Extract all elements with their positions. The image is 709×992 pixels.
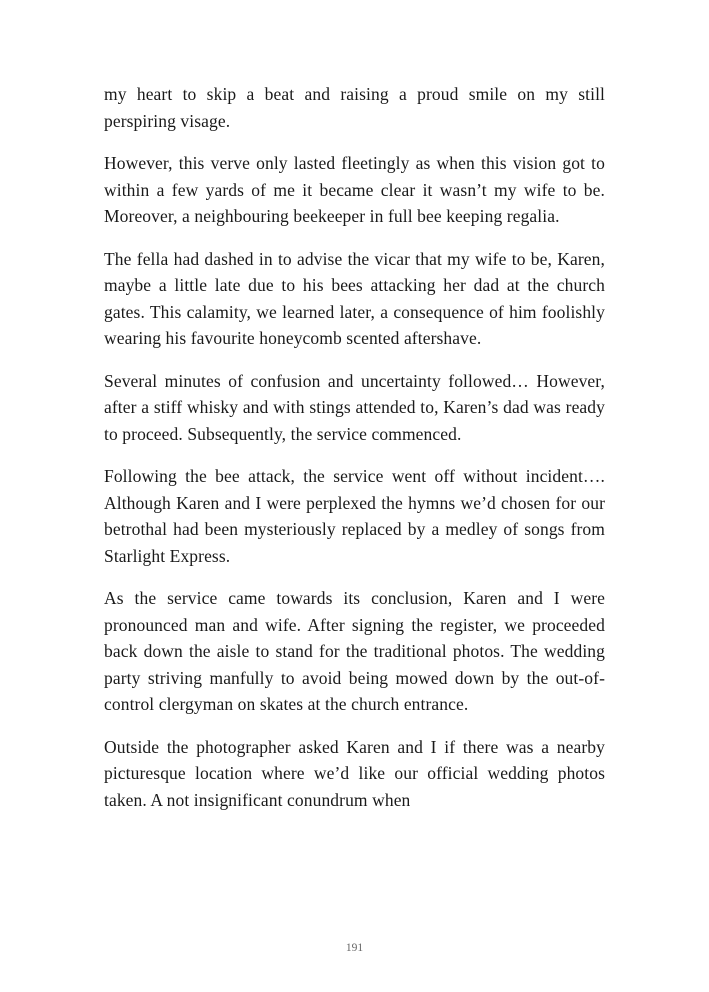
paragraph: As the service came towards its conclusion, Karen and I were pronounced man and wife. After signing the register, we proceeded back down the aisle to stand for the traditional photos. The wedding party striving manfully to avoid being mowed down by the out-of-control clergyman on skates at the church entrance. [104,588,605,714]
paragraph: Several minutes of confusion and uncertainty followed… However, after a stiff whisky and with stings attended to, Karen’s dad was ready to proceed. Subsequently, the service commenced. [104,370,605,444]
paragraph: Outside the photographer asked Karen and I if there was a nearby picturesque location where we’d like our official wedding photos taken. A not insignificant conundrum when [104,736,605,810]
page-number: 191 [345,942,364,954]
paragraph: my heart to skip a beat and raising a proud smile on my still perspiring visage. [104,84,605,131]
paragraph: Following the bee attack, the service went off without incident…. Although Karen and I were perplexed the hymns we’d chosen for our betrothal had been mysteriously replaced by a medley of songs from Starlight Express. [104,466,605,566]
paragraph: The fella had dashed in to advise the vicar that my wife to be, Karen, maybe a little late due to his bees attacking her dad at the church gates. This calamity, we learned later, a consequence of him foolishly wearing his favourite honeycomb scented aftershave. [104,248,605,348]
body-text [104,81,605,829]
paragraph: However, this verve only lasted fleetingly as when this vision got to within a few yards of me it became clear it wasn’t my wife to be. Moreover, a neighbouring beekeeper in full bee keeping regalia. [104,153,605,226]
